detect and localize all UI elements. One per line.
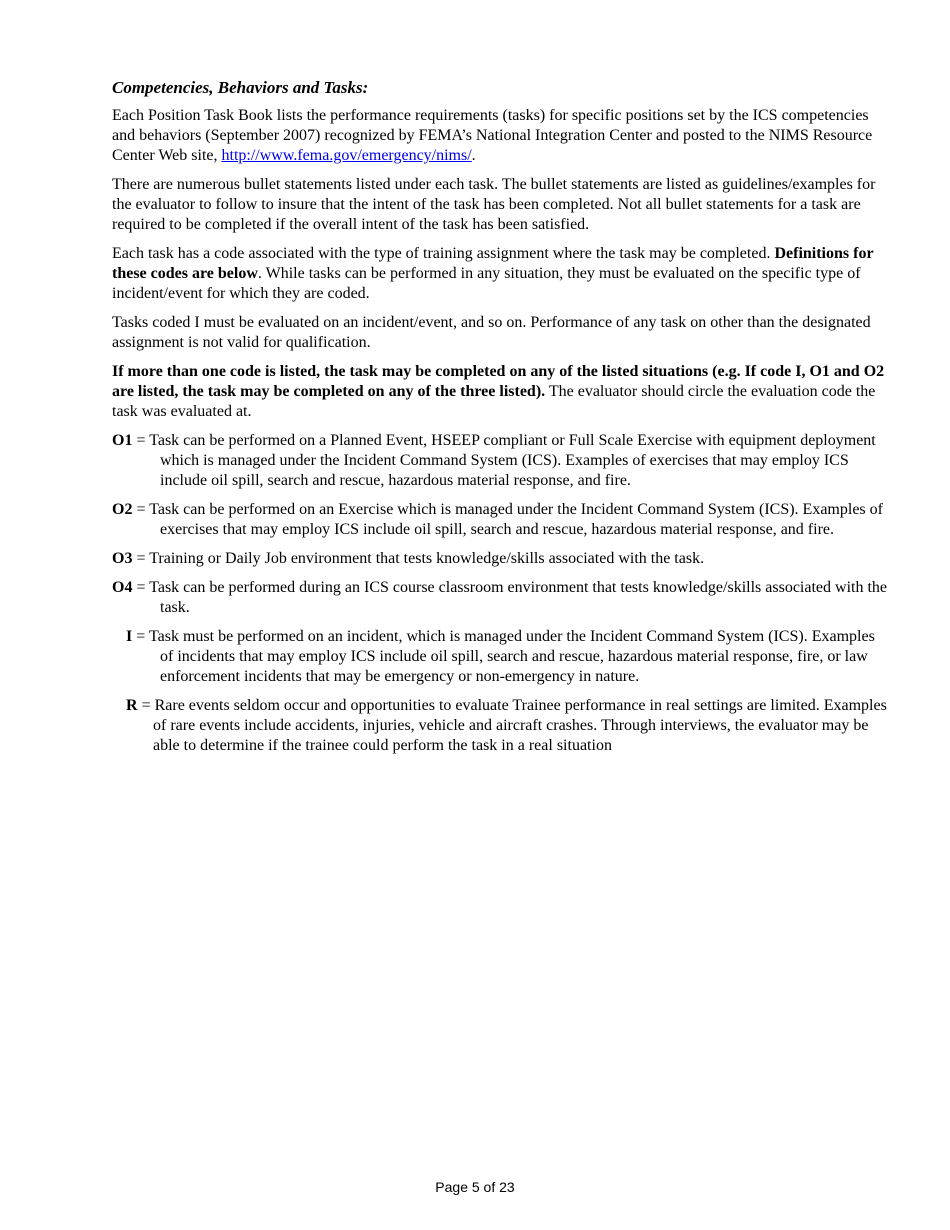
code-description: = Rare events seldom occur and opportunities to evaluate Trainee performance in real settings are limited. Examples of rare events include accidents, injuries, vehicle and aircraft crashes. Through interviews, the evaluator may be able to determine if the trainee could perform the task in a real situation <box>137 697 887 754</box>
paragraph-task-codes-end: . While tasks can be performed in any situation, they must be evaluated on the specific type of incident/event for which they are coded. <box>112 265 861 302</box>
code-label: O3 <box>112 550 133 567</box>
paragraph-task-book-text: Each Position Task Book lists the performance requirements (tasks) for specific positions set by the ICS competencies and behaviors (September 2007) recognized by FEMA’s National Integration Center and posted to the NIMS Resource Center Web site, <box>112 107 873 164</box>
paragraph-task-codes-text: Each task has a code associated with the type of training assignment where the task may be completed. <box>112 245 775 262</box>
code-definition-i <box>112 627 892 687</box>
nims-link[interactable]: http://www.fema.gov/emergency/nims/ <box>221 147 472 164</box>
code-definition-o4 <box>112 578 892 618</box>
paragraph-bullet-statements: There are numerous bullet statements listed under each task. The bullet statements are listed as guidelines/examples for the evaluator to follow to insure that the intent of the task has been completed. Not all bullet statements for a task are required to be completed if the overall intent of the task has been satisfied. <box>112 176 876 233</box>
code-description: = Task can be performed during an ICS course classroom environment that tests knowledge/skills associated with the task. <box>132 579 887 616</box>
paragraph-multiple-codes-end: The evaluator should circle the evaluation code the task was evaluated at. <box>112 383 876 420</box>
code-label: I <box>126 628 133 645</box>
code-definition-r <box>112 696 892 756</box>
code-description: = Task can be performed on a Planned Event, HSEEP compliant or Full Scale Exercise with equipment deployment which is managed under the Incident Command System (ICS). Examples of exercises that may employ ICS include oil spill, search and rescue, hazardous material response, and fire. <box>132 432 876 489</box>
document-body <box>112 78 892 765</box>
paragraph-task-codes-bold: Definitions for these codes are below <box>112 245 874 282</box>
code-definition-o3 <box>112 549 892 569</box>
code-label: O4 <box>112 579 133 596</box>
code-label: R <box>126 697 138 714</box>
code-definition-o1 <box>112 431 892 491</box>
code-definition-o2 <box>112 500 892 540</box>
paragraph-multiple-codes <box>112 362 892 422</box>
section-heading: Competencies, Behaviors and Tasks: <box>112 78 369 97</box>
code-description: = Training or Daily Job environment that tests knowledge/skills associated with the task. <box>132 550 705 567</box>
page-number: Page 5 of 23 <box>435 1179 515 1195</box>
paragraph-multiple-codes-bold: If more than one code is listed, the task may be completed on any of the listed situations (e.g. If code I, O1 and O2 are listed, the task may be completed on any of the three listed). <box>112 363 885 400</box>
paragraph-task-book-end: . <box>471 147 476 164</box>
paragraph-task-codes <box>112 244 892 304</box>
paragraph-task-book <box>112 106 892 166</box>
code-label: O1 <box>112 432 133 449</box>
code-description: = Task can be performed on an Exercise which is managed under the Incident Command System (ICS). Examples of exercises that may employ ICS include oil spill, search and rescue, hazardous material response, and fire. <box>132 501 883 538</box>
code-label: O2 <box>112 501 133 518</box>
code-description: = Task must be performed on an incident, which is managed under the Incident Command System (ICS). Examples of incidents that may employ ICS include oil spill, search and rescue, hazardous material response, fire, or law enforcement incidents that may be emergency or non-emergency in nature. <box>132 628 875 685</box>
paragraph-coded-i: Tasks coded I must be evaluated on an incident/event, and so on. Performance of any task on other than the designated assignment is not valid for qualification. <box>112 314 871 351</box>
